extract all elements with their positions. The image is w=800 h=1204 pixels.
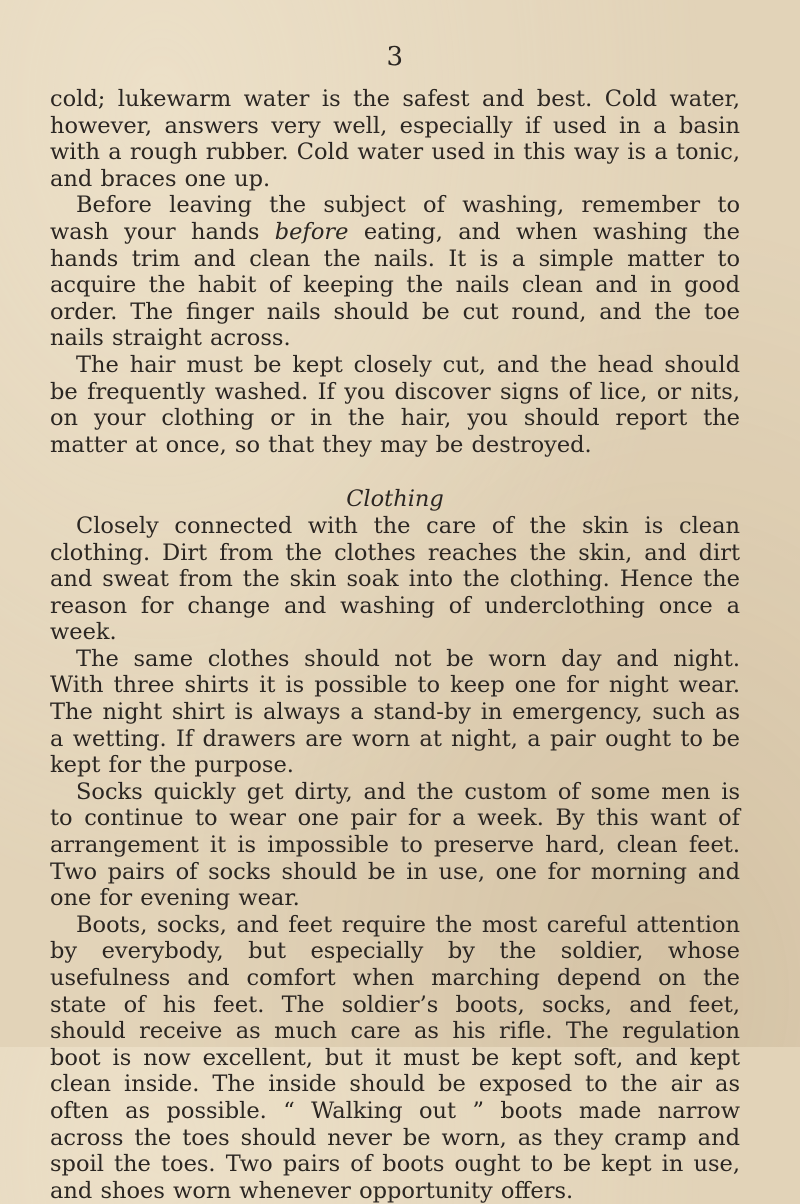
- paragraph-day-night-clothes: The same clothes should not be worn day and night. With three shirts it is possible to keep one for night wear. The night shirt is always a stand-by in emergency, such as a wetting. If drawers are worn at night, a pair ought to be kept for the purpose.: [50, 645, 740, 779]
- washing-text-end: eating, and when washing the hands trim and clean the nails. It is a simple matter to acquire the habit of keeping the nails clean and in good order. The finger nails should be cut round, and the toe nails straight across.: [50, 218, 740, 352]
- page-number: 3: [386, 42, 404, 72]
- paragraph-cold-water: cold; lukewarm water is the safest and best. Cold water, however, answers very well, especially if used in a basin with a rough rubber. Cold water used in this way is a tonic, and braces one up.: [50, 86, 740, 192]
- emphasis-before: before: [274, 218, 349, 245]
- paragraph-washing-hands: [50, 192, 740, 352]
- paragraph-socks: Socks quickly get dirty, and the custom of some men is to continue to wear one pair for a week. By this want of arrangement it is impossible to preserve hard, clean feet. Two pairs of socks should be in use, one for morning and one for evening wear.: [50, 778, 740, 912]
- washing-text-start: Before leaving the subject of washing, remember to wash your hands: [50, 192, 740, 245]
- paragraph-boots: Boots, socks, and feet require the most careful attention by everybody, but especially by the soldier, whose usefulness and comfort when marching depend on the state of his feet. The soldier’s boots, socks, and feet, should receive as much care as his rifle. The regulation boot is now excellent, but it must be kept soft, and kept clean inside. The inside should be exposed to the air as often as possible. “ Walking out ” boots made narrow across the toes should never be worn, as they cramp and spoil the toes. Two pairs of boots ought to be kept in use, and shoes worn whenever opportunity offers.: [50, 911, 740, 1204]
- section-heading-clothing: Clothing: [346, 486, 444, 513]
- paragraph-clean-clothing: Closely connected with the care of the skin is clean clothing. Dirt from the clothes reaches the skin, and dirt and sweat from the skin soak into the clothing. Hence the reason for change and washing of underclothing once a week.: [50, 512, 740, 646]
- paragraph-hair: The hair must be kept closely cut, and the head should be frequently washed. If you discover signs of lice, or nits, on your clothing or in the hair, you should report the matter at once, so that they may be destroyed.: [50, 351, 740, 458]
